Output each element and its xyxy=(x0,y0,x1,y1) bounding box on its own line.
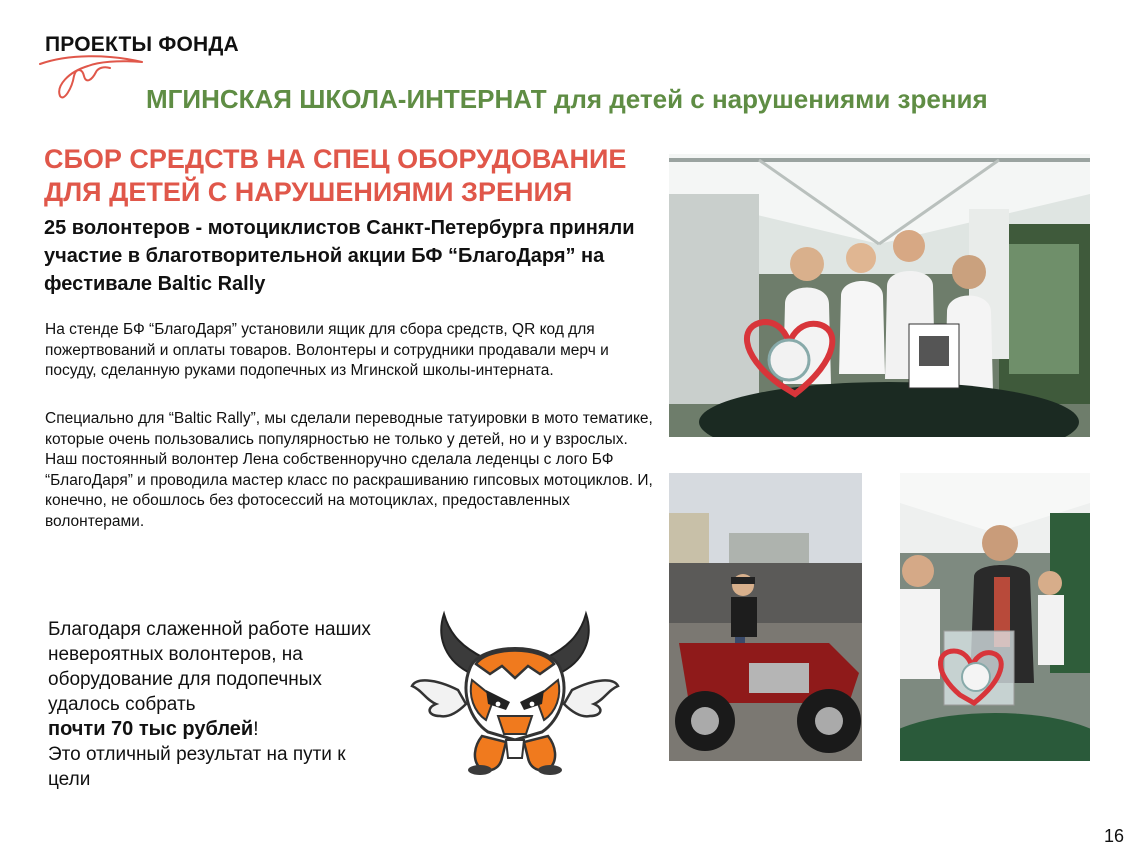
paragraph-stand: На стенде БФ “БлагоДаря” установили ящик для сбора средств, QR код для пожертвований и оплаты товаров. Волонтеры и сотрудники продавали мерч и посуду, сделанную руками подопечных из Мгинской школы-интерната. xyxy=(45,321,609,379)
subheadline: 25 волонтеров - мотоциклистов Санкт-Петербурга приняли участие в благотворительной акции БФ “БлагоДаря” на фестивале Baltic Rally xyxy=(44,217,635,295)
photo-volunteers-stand xyxy=(669,154,1090,437)
mascot-illustration xyxy=(410,608,620,780)
section-label: ПРОЕКТЫ ФОНДА xyxy=(45,33,239,56)
amount-raised: почти 70 тыс рублей xyxy=(48,718,254,740)
headline xyxy=(44,143,664,209)
headline-line-2: ДЛЯ ДЕТЕЙ С НАРУШЕНИЯМИ ЗРЕНИЯ xyxy=(44,177,573,207)
closing-exclaim: ! xyxy=(253,719,259,740)
project-title: МГИНСКАЯ ШКОЛА-ИНТЕРНАТ для детей с нарушениями зрения xyxy=(146,84,988,114)
closing-before: Благодаря слаженной работе наших невероятных волонтеров, на оборудование для подопечных удалось собрать xyxy=(48,619,371,715)
photo-man-donating xyxy=(900,473,1090,761)
closing-after: Это отличный результат на пути к цели xyxy=(48,744,346,790)
closing-text xyxy=(48,617,388,792)
decorative-swoosh xyxy=(38,50,148,102)
headline-line-1: СБОР СРЕДСТВ НА СПЕЦ ОБОРУДОВАНИЕ xyxy=(44,144,627,174)
photo-child-motorcycle xyxy=(669,473,862,761)
paragraph-tattoos: Специально для “Baltic Rally”, мы сделали переводные татуировки в мото тематике, которые очень пользовались популярностью не только у детей, но и у взрослых. Наш постоянный волонтер Лена собственноручно сделала леденцы с лого БФ “БлагоДаря” и проводила мастер класс по раскрашиванию гипсовых мотоциклов. И, конечно, не обошлось без фотосессий на мотоциклах, предоставленных волонтерами. xyxy=(45,410,653,530)
page-number: 16 xyxy=(1104,826,1125,846)
